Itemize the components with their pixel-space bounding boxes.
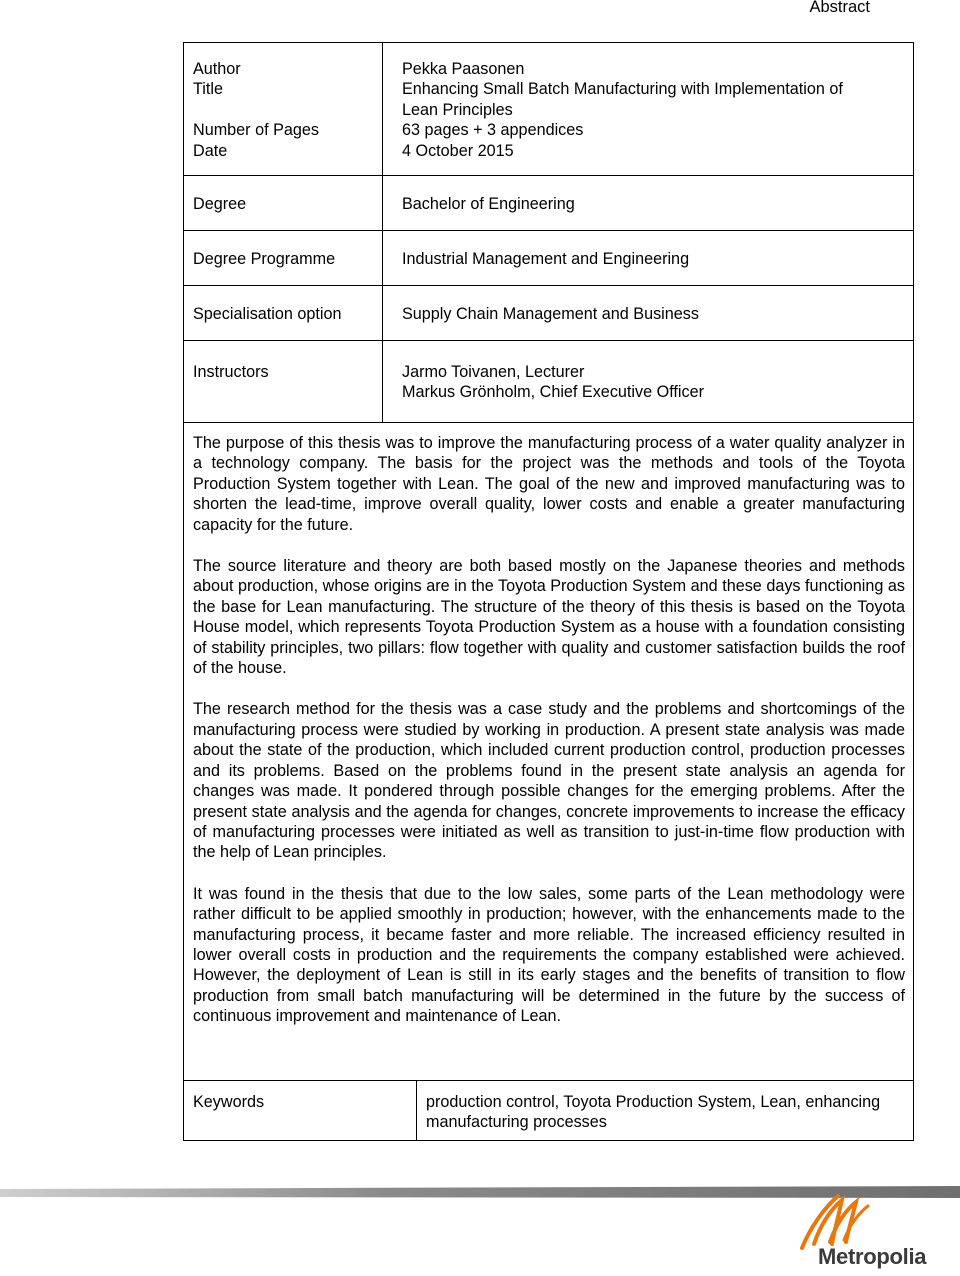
info-row-specialisation (184, 286, 913, 341)
keywords-label: Keywords (193, 1093, 265, 1111)
instructor-1: Jarmo Toivanen, Lecturer (402, 363, 585, 381)
abstract-frame (183, 42, 914, 1081)
title-value-line1: Enhancing Small Batch Manufacturing with Implementation of (402, 80, 843, 99)
abstract-paragraph-2: The source literature and theory are both based mostly on the Japanese theories and methods about production, whose origins are in the Toyota Production System and these days functioning as the base for Lean manufacturing. The structure of the theory of this thesis is based on the Toyota House model, which represents Toyota Production System as a house with a foundation consisting of stability principles, two pillars: flow together with quality and customer satisfaction builds the roof of the house. (193, 557, 905, 678)
date-label: Date (193, 141, 228, 160)
pages-label: Number of Pages (193, 121, 319, 140)
info-row-instructors (184, 341, 913, 423)
programme-label: Degree Programme (193, 250, 336, 268)
metropolia-logo-text: Metropolia (818, 1244, 927, 1269)
abstract-paragraph-4: It was found in the thesis that due to the low sales, some parts of the Lean methodology were rather difficult to be applied smoothly in production; however, with the enhancements made to the manufacturing process, it became faster and more reliable. The increased efficiency resulted in lower overall costs in production and the requirements the company established were achieved. However, the deployment of Lean is still in its early stages and the benefits of transition to flow production from small batch manufacturing will be determined in the future by the success of continuous improvement and maintenance of Lean. (193, 884, 905, 1026)
info-row-programme (184, 231, 913, 286)
info-row-degree (184, 176, 913, 231)
abstract-paragraph-3: The research method for the thesis was a case study and the problems and shortcomings of the manufacturing process were studied by working in production. A present state analysis was made about the state of the production, which included current production control, production processes and its problems. Based on the problems found in the present state analysis an agenda for changes was made. It pondered through possible changes for the emerging problems. After the present state analysis and the agenda for changes, concrete improvements to increase the efficacy of manufacturing processes were initiated as well as transition to just-in-time flow production with the help of Lean principles. (193, 700, 905, 862)
abstract-body (193, 433, 905, 1048)
title-label: Title (193, 80, 223, 99)
abstract-paragraph-1: The purpose of this thesis was to improve the manufacturing process of a water quality analyzer in a technology company. The basis for the project was the methods and tools of the Toyota Production System together with Lean. The goal of the new and improved manufacturing was to shorten the lead-time, improve overall quality, lower costs and enable a greater manufacturing capacity for the future. (193, 434, 905, 534)
author-label: Author (193, 60, 241, 78)
degree-value: Bachelor of Engineering (402, 195, 575, 213)
instructor-2: Markus Grönholm, Chief Executive Officer (402, 383, 704, 402)
degree-label: Degree (193, 195, 247, 213)
specialisation-label: Specialisation option (193, 305, 342, 323)
title-value-line2: Lean Principles (402, 100, 513, 119)
page-header-label: Abstract (809, 0, 870, 16)
date-value: 4 October 2015 (402, 141, 514, 160)
author-value: Pekka Paasonen (402, 60, 525, 78)
instructors-label: Instructors (193, 363, 269, 381)
pages-value: 63 pages + 3 appendices (402, 121, 584, 140)
keywords-value: production control, Toyota Production System, Lean, enhancing manufacturing processes (426, 1093, 881, 1132)
info-labels-basic (193, 59, 319, 161)
specialisation-value: Supply Chain Management and Business (402, 305, 699, 323)
info-values-basic (402, 59, 843, 161)
instructors-value (402, 362, 704, 403)
info-row-basic (184, 43, 913, 176)
keywords-box (183, 1080, 914, 1141)
programme-value: Industrial Management and Engineering (402, 250, 690, 268)
column-divider (382, 43, 383, 175)
